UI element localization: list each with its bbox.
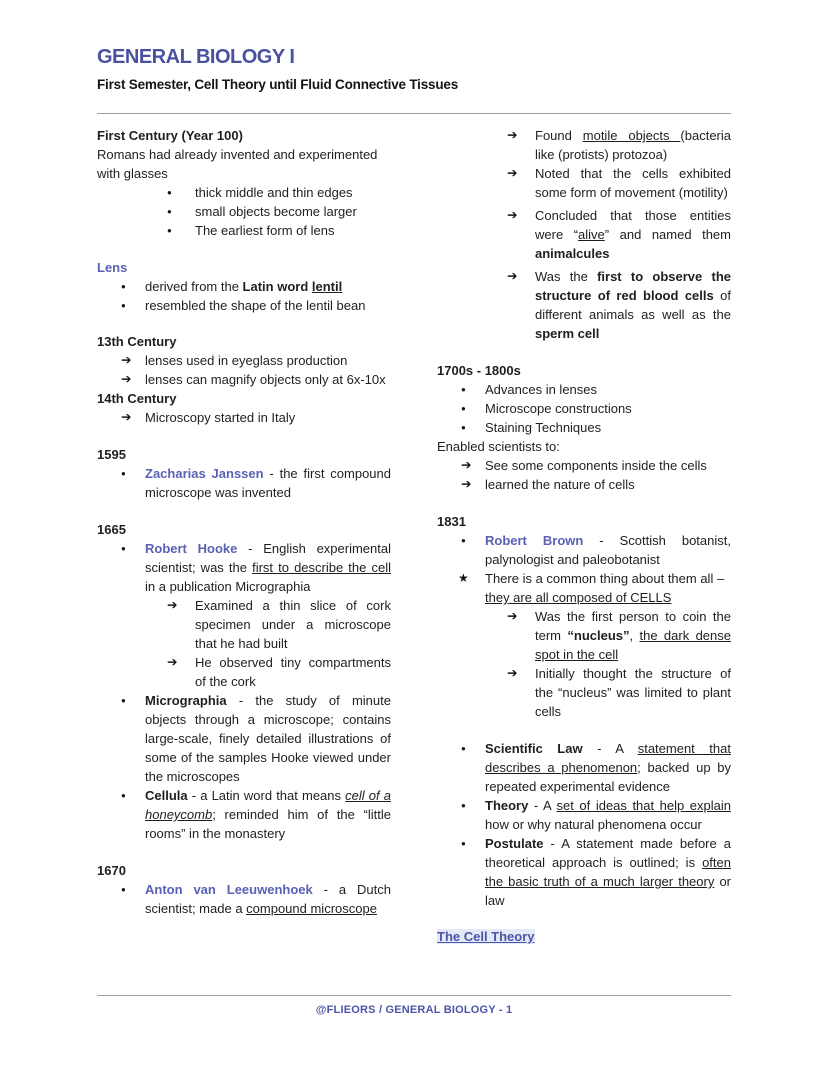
text-run: ” and named them [604, 227, 731, 242]
block-text [437, 363, 521, 378]
block-text [437, 439, 560, 454]
text-run: sperm cell [535, 326, 600, 341]
text-run: resembled the shape of the lentil bean [145, 298, 366, 313]
arrow-icon: ➔ [461, 477, 472, 491]
text-run: motile objects [582, 128, 681, 143]
text-run: Zacharias Janssen [145, 466, 264, 481]
bullet-icon: ● [121, 544, 126, 553]
text-run: 14th Century [97, 391, 177, 406]
text-run: first to observe the structure of red blood cells [535, 269, 731, 303]
bullet-leeuwenhoek [97, 880, 391, 918]
arrow-nucleus-plant-cells [437, 664, 731, 721]
text-run: Examined a thin slice of cork specimen under a microscope that he had built [195, 598, 391, 651]
block-text [195, 223, 334, 238]
bullet-theory [437, 796, 731, 834]
arrow-red-blood-cells [437, 267, 731, 343]
bullet-icon: ● [121, 696, 126, 705]
heading-1670 [97, 861, 391, 880]
column-right [437, 126, 731, 946]
block-text [97, 260, 127, 275]
bullet-micrographia [97, 691, 391, 786]
header-divider [97, 113, 731, 114]
text-run: - Scottish botanist, palynologist and paleobotanist [485, 533, 731, 567]
bullet-icon: ● [461, 801, 466, 810]
bullet-icon: ● [167, 207, 172, 216]
block-text [97, 522, 126, 537]
text-run: - the first compound microscope was invented [145, 466, 391, 500]
arrow-icon: ➔ [167, 655, 178, 669]
arrow-icon: ➔ [121, 372, 132, 386]
block-text [485, 836, 731, 908]
text-run: There is a common thing about them all – [485, 571, 725, 586]
heading-lens [97, 258, 391, 277]
text-run: Was the first person to coin the term [535, 609, 731, 643]
text-run: Micrographia [145, 693, 227, 708]
arrow-noted-motility [437, 164, 731, 202]
text-run: Noted that the cells exhibited some form of movement (motility) [535, 166, 731, 200]
block-text [485, 458, 707, 473]
text-run: Robert Hooke [145, 541, 238, 556]
bullet-resembled-bean [97, 296, 391, 315]
text-run: Cellula [145, 788, 188, 803]
footer-divider [97, 995, 731, 996]
bullet-icon: ● [121, 791, 126, 800]
block-text [145, 541, 391, 594]
block-text [535, 666, 731, 719]
block-text [535, 166, 731, 200]
block-text [195, 185, 353, 200]
text-run: Postulate [485, 836, 544, 851]
arrow-icon: ➔ [507, 208, 518, 222]
text-run: thick middle and thin edges [195, 185, 353, 200]
block-text [195, 598, 391, 651]
text-run: how or why natural phenomena occur [485, 817, 702, 832]
text-run: The Cell Theory [437, 929, 535, 944]
text-run: , [629, 628, 640, 643]
text-run: (bacteria like (protists) protozoa) [535, 128, 731, 162]
block-text [485, 571, 724, 605]
text-run: Advances in lenses [485, 382, 598, 397]
text-run: Microscopy started in Italy [145, 410, 296, 425]
text-run: learned the nature of cells [485, 477, 635, 492]
block-text [437, 514, 466, 529]
arrow-magnify-6x10x [97, 370, 391, 389]
block-text [535, 269, 731, 341]
block-text [97, 128, 243, 143]
block-text [97, 334, 176, 349]
text-run: 1700s - 1800s [437, 363, 521, 378]
bullet-microscope-constructions [437, 399, 731, 418]
block-text [97, 863, 126, 878]
block-text [195, 655, 391, 689]
block-text [535, 609, 731, 662]
text-run: 1665 [97, 522, 126, 537]
bullet-icon: ● [121, 282, 126, 291]
block-text [485, 798, 731, 832]
arrow-eyeglass-production [97, 351, 391, 370]
bullet-staining-techniques [437, 418, 731, 437]
text-run: ; reminded him of the “little rooms” in the monastery [145, 807, 391, 841]
text-run: compound microscope [246, 901, 377, 916]
text-run: small objects become larger [195, 204, 357, 219]
heading-1700s-1800s [437, 361, 731, 380]
star-composed-of-cells [437, 569, 731, 607]
arrow-microscopy-italy [97, 408, 391, 427]
block-text [145, 410, 295, 425]
bullet-icon: ● [461, 404, 466, 413]
text-run: Was the [535, 269, 598, 284]
bullet-icon: ● [461, 423, 466, 432]
bullet-icon: ● [121, 469, 126, 478]
arrow-found-motile [437, 126, 731, 164]
bullet-icon: ● [461, 385, 466, 394]
text-run: - A [582, 741, 638, 756]
bullet-icon: ● [461, 744, 466, 753]
arrow-examined-cork [97, 596, 391, 653]
heading-1831 [437, 512, 731, 531]
arrow-icon: ➔ [121, 410, 132, 424]
bullet-icon: ● [167, 188, 172, 197]
block-text [535, 208, 731, 261]
text-run: Romans had already invented and experimented with glasses [97, 147, 378, 181]
text-run: 1831 [437, 514, 466, 529]
block-text [485, 401, 632, 416]
bullet-cellula [97, 786, 391, 843]
bullet-thick-middle [97, 183, 391, 202]
text-run: or law [485, 874, 731, 908]
bullet-postulate [437, 834, 731, 910]
text-run: Microscope constructions [485, 401, 632, 416]
arrow-icon: ➔ [507, 609, 518, 623]
text-run: 1595 [97, 447, 126, 462]
link-cell-theory[interactable] [437, 927, 731, 946]
block-text [97, 147, 377, 181]
text-run: in a publication Micrographia [145, 579, 311, 594]
text-run: often the basic truth of a much larger theory [485, 855, 731, 889]
bullet-icon: ● [461, 536, 466, 545]
bullet-small-objects [97, 202, 391, 221]
text-run: - A statement made before a theoretical approach is outlined; is [485, 836, 731, 870]
arrow-icon: ➔ [507, 666, 518, 680]
block-text [145, 693, 391, 784]
arrow-animalcules [437, 206, 731, 263]
block-text [535, 128, 731, 162]
arrow-icon: ➔ [507, 128, 518, 142]
text-run: Lens [97, 260, 128, 275]
star-icon: ★ [458, 571, 469, 585]
text-run: Initially thought the structure of the “nucleus” was limited to plant cells [535, 666, 731, 719]
para-enabled-scientists [437, 437, 731, 456]
block-text [145, 372, 386, 387]
arrow-icon: ➔ [121, 353, 132, 367]
block-text [485, 741, 731, 794]
bullet-icon: ● [461, 839, 466, 848]
two-column-body [97, 126, 731, 946]
text-run: lentil [311, 279, 343, 294]
block-text [97, 447, 126, 462]
text-run: Latin word [242, 279, 312, 294]
text-run: Robert Brown [485, 533, 584, 548]
page-subtitle: First Semester, Cell Theory until Fluid Connective Tissues [97, 77, 459, 92]
page-title: GENERAL BIOLOGY I [97, 46, 295, 68]
text-run: 1670 [97, 863, 126, 878]
block-text [145, 466, 391, 500]
block-text [485, 382, 597, 397]
block-text [145, 298, 365, 313]
arrow-icon: ➔ [507, 166, 518, 180]
arrow-icon: ➔ [461, 458, 472, 472]
bullet-icon: ● [121, 885, 126, 894]
text-run: statement that describes a phenomenon [485, 741, 731, 775]
arrow-learned-nature [437, 475, 731, 494]
text-run: they are all composed of CELLS [485, 590, 672, 605]
text-run: - the study of minute objects through a microscope; contains large-scale, finely detailed illustrations of some of the samples Hooke viewed under the microscopes [145, 693, 391, 784]
block-text [485, 420, 601, 435]
heading-1595 [97, 445, 391, 464]
arrow-see-components [437, 456, 731, 475]
text-run: derived from the [145, 279, 243, 294]
text-run: “nucleus” [567, 628, 630, 643]
bullet-robert-hooke [97, 539, 391, 596]
text-run: first to describe the cell [252, 560, 391, 575]
footer-credit: @FLIEORS / GENERAL BIOLOGY - 1 [315, 1004, 513, 1016]
text-run: lenses can magnify objects only at 6x-10x [145, 372, 386, 387]
text-run: Enabled scientists to: [437, 439, 560, 454]
bullet-derived-lentil [97, 277, 391, 296]
heading-1665 [97, 520, 391, 539]
block-text [195, 204, 357, 219]
arrow-coin-nucleus [437, 607, 731, 664]
arrow-icon: ➔ [507, 269, 518, 283]
link-text [437, 929, 535, 944]
block-text [97, 391, 176, 406]
text-run: Found [535, 128, 583, 143]
text-run: Scientific Law [485, 741, 583, 756]
bullet-robert-brown [437, 531, 731, 569]
text-run: Theory [485, 798, 529, 813]
block-text [485, 477, 635, 492]
text-run: the dark dense spot in the cell [535, 628, 731, 662]
block-text [485, 533, 731, 567]
arrow-tiny-compartments [97, 653, 391, 691]
text-run: - A [528, 798, 557, 813]
heading-13th-century [97, 332, 391, 351]
bullet-advances-lenses [437, 380, 731, 399]
text-run: See some components inside the cells [485, 458, 707, 473]
text-run: Staining Techniques [485, 420, 602, 435]
heading-first-century [97, 126, 391, 145]
text-run: He observed tiny compartments of the cork [195, 655, 391, 689]
arrow-icon: ➔ [167, 598, 178, 612]
text-run: First Century (Year 100) [97, 128, 243, 143]
text-run: The earliest form of lens [195, 223, 335, 238]
bullet-earliest-lens [97, 221, 391, 240]
text-run: animalcules [535, 246, 610, 261]
text-run: of different animals as well as the [535, 288, 731, 322]
text-run: - a Dutch scientist; made a [145, 882, 391, 916]
heading-14th-century [97, 389, 391, 408]
text-run: Concluded that those entities were “ [535, 208, 731, 242]
text-run: - a Latin word that means [187, 788, 346, 803]
column-left [97, 126, 391, 946]
text-run: - English experimental scientist; was the [145, 541, 392, 575]
text-run: 13th Century [97, 334, 177, 349]
text-run: set of ideas that help explain [556, 798, 731, 813]
text-run: Anton van Leeuwenhoek [145, 882, 313, 897]
text-run: cell of a honeycomb [145, 788, 391, 822]
text-run: ; backed up by repeated experimental evidence [485, 760, 731, 794]
text-run: alive [578, 227, 605, 242]
block-text [145, 353, 347, 368]
bullet-icon: ● [167, 226, 172, 235]
bullet-scientific-law [437, 739, 731, 796]
block-text [145, 279, 342, 294]
bullet-zacharias-janssen [97, 464, 391, 502]
bullet-icon: ● [121, 301, 126, 310]
text-run: lenses used in eyeglass production [145, 353, 348, 368]
para-romans-glasses [97, 145, 391, 183]
block-text [145, 788, 391, 841]
block-text [145, 882, 391, 916]
